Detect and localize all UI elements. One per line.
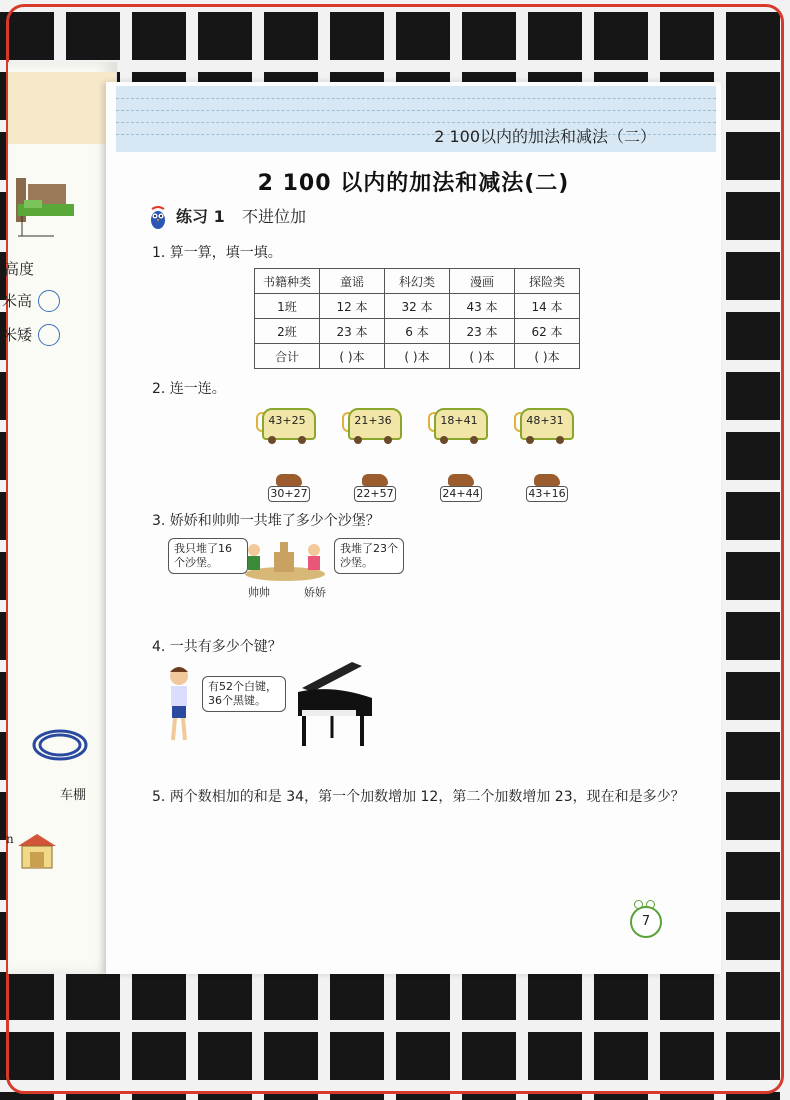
table-cell: 2班 bbox=[255, 319, 320, 344]
exercise-topic: 不进位加 bbox=[242, 207, 307, 226]
question-1: 1. 算一算，填一填。 bbox=[152, 245, 282, 261]
horse-card[interactable] bbox=[266, 470, 312, 504]
answer-circle[interactable] bbox=[38, 324, 60, 346]
table-cell: 12 本 bbox=[320, 294, 385, 319]
chapter-title: 2 100 以内的加法和减法(二) bbox=[257, 171, 570, 196]
left-text-shorter: 米矮 bbox=[2, 326, 33, 344]
left-text-taller: 米高 bbox=[2, 292, 33, 310]
speech-bubble-boy: 有52个白键，36个黑键。 bbox=[202, 676, 286, 712]
question-3: 3. 娇娇和帅帅一共堆了多少个沙堡？ bbox=[152, 513, 380, 529]
table-row-total bbox=[255, 344, 580, 369]
wagon-card[interactable] bbox=[516, 404, 574, 444]
wagon-card[interactable] bbox=[344, 404, 402, 444]
table-cell: 1班 bbox=[255, 294, 320, 319]
total-answer-blank[interactable]: ( )本 bbox=[385, 344, 450, 369]
left-page-header-band bbox=[8, 72, 116, 144]
wagon-expression: 18+41 bbox=[440, 414, 478, 427]
table-row bbox=[255, 319, 580, 344]
table-row bbox=[255, 294, 580, 319]
name-shuaishuai: 帅帅 bbox=[248, 586, 270, 599]
table-header-cell: 书籍种类 bbox=[255, 269, 320, 294]
left-edge-letter: n bbox=[6, 832, 14, 846]
answer-circle[interactable] bbox=[38, 290, 60, 312]
shed-label: 车棚 bbox=[60, 788, 87, 803]
wagon-expression: 48+31 bbox=[526, 414, 564, 427]
speech-bubble-shuaishuai: 我只堆了16个沙堡。 bbox=[168, 538, 248, 574]
table-header-cell: 漫画 bbox=[450, 269, 515, 294]
horse-expression: 22+57 bbox=[354, 486, 396, 502]
wagon-expression: 43+25 bbox=[268, 414, 306, 427]
shed-illustration bbox=[16, 832, 58, 872]
question-4: 4. 一共有多少个键？ bbox=[152, 639, 282, 655]
left-text-height: 高度 bbox=[4, 260, 35, 278]
wagon-card[interactable] bbox=[258, 404, 316, 444]
running-header: 2 100以内的加法和减法（二） bbox=[434, 127, 656, 146]
boy-illustration bbox=[162, 664, 196, 744]
table-header-cell: 童谣 bbox=[320, 269, 385, 294]
total-answer-blank[interactable]: ( )本 bbox=[450, 344, 515, 369]
books-table bbox=[254, 268, 580, 369]
wagon-expression: 21+36 bbox=[354, 414, 392, 427]
table-cell: 合计 bbox=[255, 344, 320, 369]
table-header-cell: 科幻类 bbox=[385, 269, 450, 294]
table-cell: 6 本 bbox=[385, 319, 450, 344]
header-band bbox=[116, 86, 716, 152]
page-number: 7 bbox=[630, 906, 662, 938]
bird-mascot-icon bbox=[148, 206, 168, 230]
table-cell: 14 本 bbox=[515, 294, 580, 319]
table-cell: 32 本 bbox=[385, 294, 450, 319]
horse-expression: 24+44 bbox=[440, 486, 482, 502]
wagon-card[interactable] bbox=[430, 404, 488, 444]
horse-card[interactable] bbox=[352, 470, 398, 504]
table-cell: 62 本 bbox=[515, 319, 580, 344]
table-cell: 23 本 bbox=[450, 319, 515, 344]
sandcastle-illustration bbox=[240, 532, 330, 582]
speech-bubble-jiaojiao: 我堆了23个沙堡。 bbox=[334, 538, 404, 574]
horse-expression: 30+27 bbox=[268, 486, 310, 502]
exercise-label: 练习 1 bbox=[176, 207, 225, 226]
horse-card[interactable] bbox=[438, 470, 484, 504]
total-answer-blank[interactable]: ( )本 bbox=[515, 344, 580, 369]
question-5: 5. 两个数相加的和是 34，第一个加数增加 12，第二个加数增加 23，现在和是多少？ bbox=[152, 789, 685, 805]
piano-illustration bbox=[292, 658, 378, 750]
table-cell: 23 本 bbox=[320, 319, 385, 344]
question-2: 2. 连一连。 bbox=[152, 381, 226, 397]
left-page-fragment bbox=[2, 62, 117, 974]
table-cell: 43 本 bbox=[450, 294, 515, 319]
horse-expression: 43+16 bbox=[526, 486, 568, 502]
horse-card[interactable] bbox=[524, 470, 570, 504]
name-jiaojiao: 娇娇 bbox=[304, 586, 326, 599]
rope-coil-illustration bbox=[30, 727, 90, 763]
table-header-cell: 探险类 bbox=[515, 269, 580, 294]
workbook-page bbox=[106, 82, 721, 974]
bed-illustration bbox=[14, 174, 76, 238]
total-answer-blank[interactable]: ( )本 bbox=[320, 344, 385, 369]
table-header-row bbox=[255, 269, 580, 294]
